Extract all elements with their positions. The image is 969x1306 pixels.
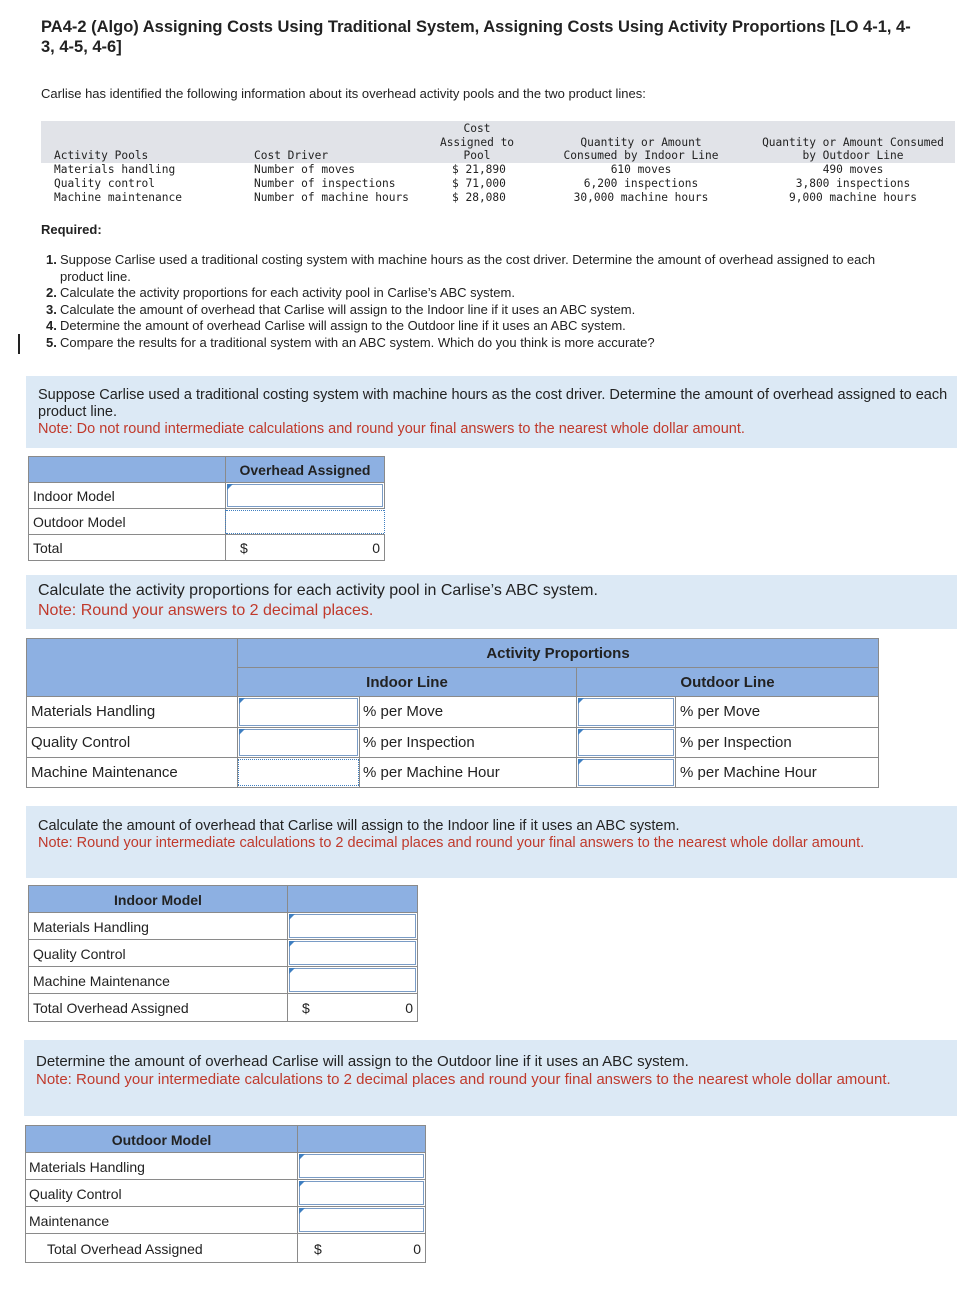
q4-input-1[interactable] <box>299 1154 424 1178</box>
q4-input-2[interactable] <box>299 1181 424 1205</box>
q3-header-label: Indoor Model <box>114 892 202 908</box>
q2-unit-cell <box>359 757 577 788</box>
row-3-indoor: 30,000 machine hours <box>573 191 709 204</box>
q4-row <box>25 1206 298 1234</box>
q3-input-cell <box>287 939 418 967</box>
q3-input-cell <box>287 912 418 940</box>
q2-unit-label: % per Move <box>680 703 761 720</box>
row-1-indoor: 610 moves <box>610 163 672 176</box>
q2-row <box>26 727 238 758</box>
q3-total-currency: $ <box>302 1000 310 1016</box>
q4-table <box>25 1125 426 1263</box>
q3-input-cell <box>287 966 418 994</box>
header-outdoor-l2: by Outdoor Line <box>802 149 904 162</box>
q3-header-cell <box>28 885 288 913</box>
text-cursor <box>18 334 20 354</box>
q1-instructions <box>26 376 957 448</box>
q4-total-value: 0 <box>413 1241 421 1257</box>
q3-row-label: Materials Handling <box>33 919 149 935</box>
q2-outdoor-cell <box>576 727 676 758</box>
q2-row-label: Quality Control <box>31 734 131 751</box>
q1-indoor-input[interactable] <box>227 484 383 507</box>
q3-row-label: Machine Maintenance <box>33 973 170 989</box>
q1-note: Note: Do not round intermediate calculations and round your final answers to the nearest whole dollar amount. <box>38 421 745 437</box>
q1-header-cell <box>225 456 385 483</box>
q1-row-indoor <box>28 482 226 509</box>
q1-total-currency: $ <box>240 540 248 556</box>
row-1-driver: Number of moves <box>254 163 356 176</box>
q2-indoor-header <box>237 667 577 697</box>
q4-header-blank <box>297 1125 426 1153</box>
header-pool: Activity Pools <box>54 149 149 162</box>
q3-note: Note: Round your intermediate calculations to 2 decimal places and round your final answers to the nearest whole dollar amount. <box>38 835 865 851</box>
required-item: 5. Compare the results for a traditional system with an ABC system. Which do you think is more accurate? <box>46 334 655 350</box>
q2-indoor-cell <box>237 757 360 788</box>
row-3-outdoor: 9,000 machine hours <box>789 191 917 204</box>
q4-row-total <box>25 1233 298 1263</box>
q2-unit-label: % per Inspection <box>363 734 475 751</box>
q1-text: Suppose Carlise used a traditional costing system with machine hours as the cost driver. Determine the amount of overhead assigned to each product line. <box>38 387 948 420</box>
row-1-outdoor: 490 moves <box>822 163 884 176</box>
required-heading: Required: <box>41 222 102 237</box>
required-item: 4. Determine the amount of overhead Carlise will assign to the Outdoor line if it uses an ABC system. <box>46 318 626 333</box>
q2-outdoor-input-3[interactable] <box>578 759 674 786</box>
q4-row-label: Maintenance <box>29 1213 110 1229</box>
header-indoor-l1: Quantity or Amount <box>580 136 702 149</box>
q1-row-label: Outdoor Model <box>33 514 126 530</box>
q2-indoor-cell <box>237 696 360 728</box>
q4-note: Note: Round your intermediate calculations to 2 decimal places and round your final answers to the nearest whole dollar amount. <box>36 1071 891 1088</box>
q1-total-value: 0 <box>372 540 380 556</box>
q4-total-label: Total Overhead Assigned <box>47 1241 203 1257</box>
q2-header-blank <box>26 638 238 697</box>
q2-row <box>26 757 238 788</box>
header-outdoor-l1: Quantity or Amount Consumed <box>762 136 944 149</box>
q1-row-label: Total <box>33 540 63 556</box>
q1-header-blank <box>28 456 226 483</box>
header-driver: Cost Driver <box>254 149 329 162</box>
q2-unit-label: % per Move <box>363 703 444 720</box>
q1-row-outdoor <box>28 508 226 535</box>
intro-text: Carlise has identified the following information about its overhead activity pools and the two product lines: <box>41 86 646 101</box>
q2-outdoor-cell <box>576 757 676 788</box>
q3-table <box>28 885 419 1023</box>
required-item: 1. Suppose Carlise used a traditional costing system with machine hours as the cost driver. Determine the amount of overhead assigned to each product line. <box>46 252 876 284</box>
q4-input-cell <box>297 1179 426 1207</box>
q3-header-blank <box>287 885 418 913</box>
q2-row <box>26 696 238 728</box>
header-cost-l2: Assigned to <box>439 136 515 149</box>
q2-row-label: Machine Maintenance <box>31 764 178 781</box>
q4-input-cell <box>297 1152 426 1180</box>
q4-total-cell <box>297 1233 426 1263</box>
q2-unit-label: % per Machine Hour <box>680 764 817 781</box>
q2-indoor-label: Indoor Line <box>366 674 448 691</box>
q3-input-1[interactable] <box>289 914 416 938</box>
q3-input-2[interactable] <box>289 941 416 965</box>
q2-indoor-input-3[interactable] <box>238 760 359 785</box>
header-cost-l3: Pool <box>463 149 491 162</box>
q2-header-cell <box>237 638 879 668</box>
q3-input-3[interactable] <box>289 968 416 992</box>
q4-row-label: Materials Handling <box>29 1159 145 1175</box>
required-item: 2. Calculate the activity proportions for each activity pool in Carlise’s ABC system. <box>46 285 515 300</box>
q3-total-label: Total Overhead Assigned <box>33 1000 189 1016</box>
q2-indoor-cell <box>237 727 360 758</box>
q2-note: Note: Round your answers to 2 decimal places. <box>38 602 374 619</box>
q4-input-3[interactable] <box>299 1208 424 1232</box>
q2-table <box>26 638 879 788</box>
q3-row <box>28 912 288 940</box>
q2-header-label: Activity Proportions <box>486 645 630 662</box>
row-2-indoor: 6,200 inspections <box>583 177 699 190</box>
q3-instructions <box>26 806 957 878</box>
q1-row-label: Indoor Model <box>33 488 115 504</box>
q2-dotted-line <box>238 785 359 786</box>
q3-row-label: Quality Control <box>33 946 126 962</box>
q2-outdoor-input-2[interactable] <box>578 729 674 756</box>
q1-cell-total <box>225 534 385 561</box>
required-item: 3. Calculate the amount of overhead that Carlise will assign to the Indoor line if it uses an ABC system. <box>46 301 636 317</box>
q4-row <box>25 1152 298 1180</box>
q2-unit-cell <box>675 757 879 788</box>
q4-row <box>25 1179 298 1207</box>
q2-row-label: Materials Handling <box>31 703 156 720</box>
q3-row-total <box>28 993 288 1022</box>
q1-cell-outdoor <box>225 508 385 535</box>
q2-unit-cell <box>359 727 577 758</box>
q2-unit-label: % per Machine Hour <box>363 764 500 781</box>
q2-outdoor-input-1[interactable] <box>578 698 674 726</box>
q3-total-cell <box>287 993 418 1022</box>
q4-row-label: Quality Control <box>29 1186 122 1202</box>
row-3-cost: $ 28,080 <box>452 191 506 204</box>
header-indoor-l2: Consumed by Indoor Line <box>563 149 719 162</box>
row-1-cost: $ 21,890 <box>452 163 506 176</box>
row-3-pool: Machine maintenance <box>54 191 182 204</box>
q2-outdoor-label: Outdoor Line <box>680 674 775 691</box>
q2-instructions <box>26 575 957 629</box>
required-list <box>41 252 901 351</box>
row-2-cost: $ 71,000 <box>452 177 506 190</box>
q2-indoor-input-1[interactable] <box>239 698 358 726</box>
q2-unit-cell <box>675 696 879 728</box>
row-1-pool: Materials handling <box>54 163 176 176</box>
q4-instructions <box>24 1040 957 1116</box>
q3-row <box>28 939 288 967</box>
row-2-pool: Quality control <box>54 177 156 190</box>
q1-table <box>28 456 386 562</box>
q4-text: Determine the amount of overhead Carlise will assign to the Outdoor line if it uses an ABC system. <box>36 1053 689 1070</box>
q1-cell-indoor <box>225 482 385 509</box>
row-2-driver: Number of inspections <box>254 177 396 190</box>
row-2-outdoor: 3,800 inspections <box>795 177 911 190</box>
q3-text: Calculate the amount of overhead that Carlise will assign to the Indoor line if it uses an ABC system. <box>38 818 680 834</box>
q4-header-label: Outdoor Model <box>111 1132 212 1148</box>
header-cost-l1: Cost <box>463 122 491 135</box>
q1-header-label: Overhead Assigned <box>239 462 371 478</box>
q4-input-cell <box>297 1206 426 1234</box>
q2-text: Calculate the activity proportions for each activity pool in Carlise’s ABC system. <box>38 582 598 599</box>
row-3-driver: Number of machine hours <box>254 191 409 204</box>
q2-unit-cell <box>359 696 577 728</box>
q1-row-total <box>28 534 226 561</box>
q4-header-cell <box>25 1125 298 1153</box>
q2-unit-cell <box>675 727 879 758</box>
q2-outdoor-cell <box>576 696 676 728</box>
activity-data-table <box>41 121 955 207</box>
q1-outdoor-input[interactable] <box>227 511 383 532</box>
page-title: PA4-2 (Algo) Assigning Costs Using Traditional System, Assigning Costs Using Activity Proportions [LO 4-1, 4-3, 4-5, 4-6] <box>41 18 911 56</box>
q2-outdoor-header <box>576 667 879 697</box>
q2-indoor-input-2[interactable] <box>239 729 358 756</box>
q2-unit-label: % per Inspection <box>680 734 792 751</box>
q4-total-currency: $ <box>314 1241 322 1257</box>
q3-row <box>28 966 288 994</box>
q3-total-value: 0 <box>405 1000 413 1016</box>
